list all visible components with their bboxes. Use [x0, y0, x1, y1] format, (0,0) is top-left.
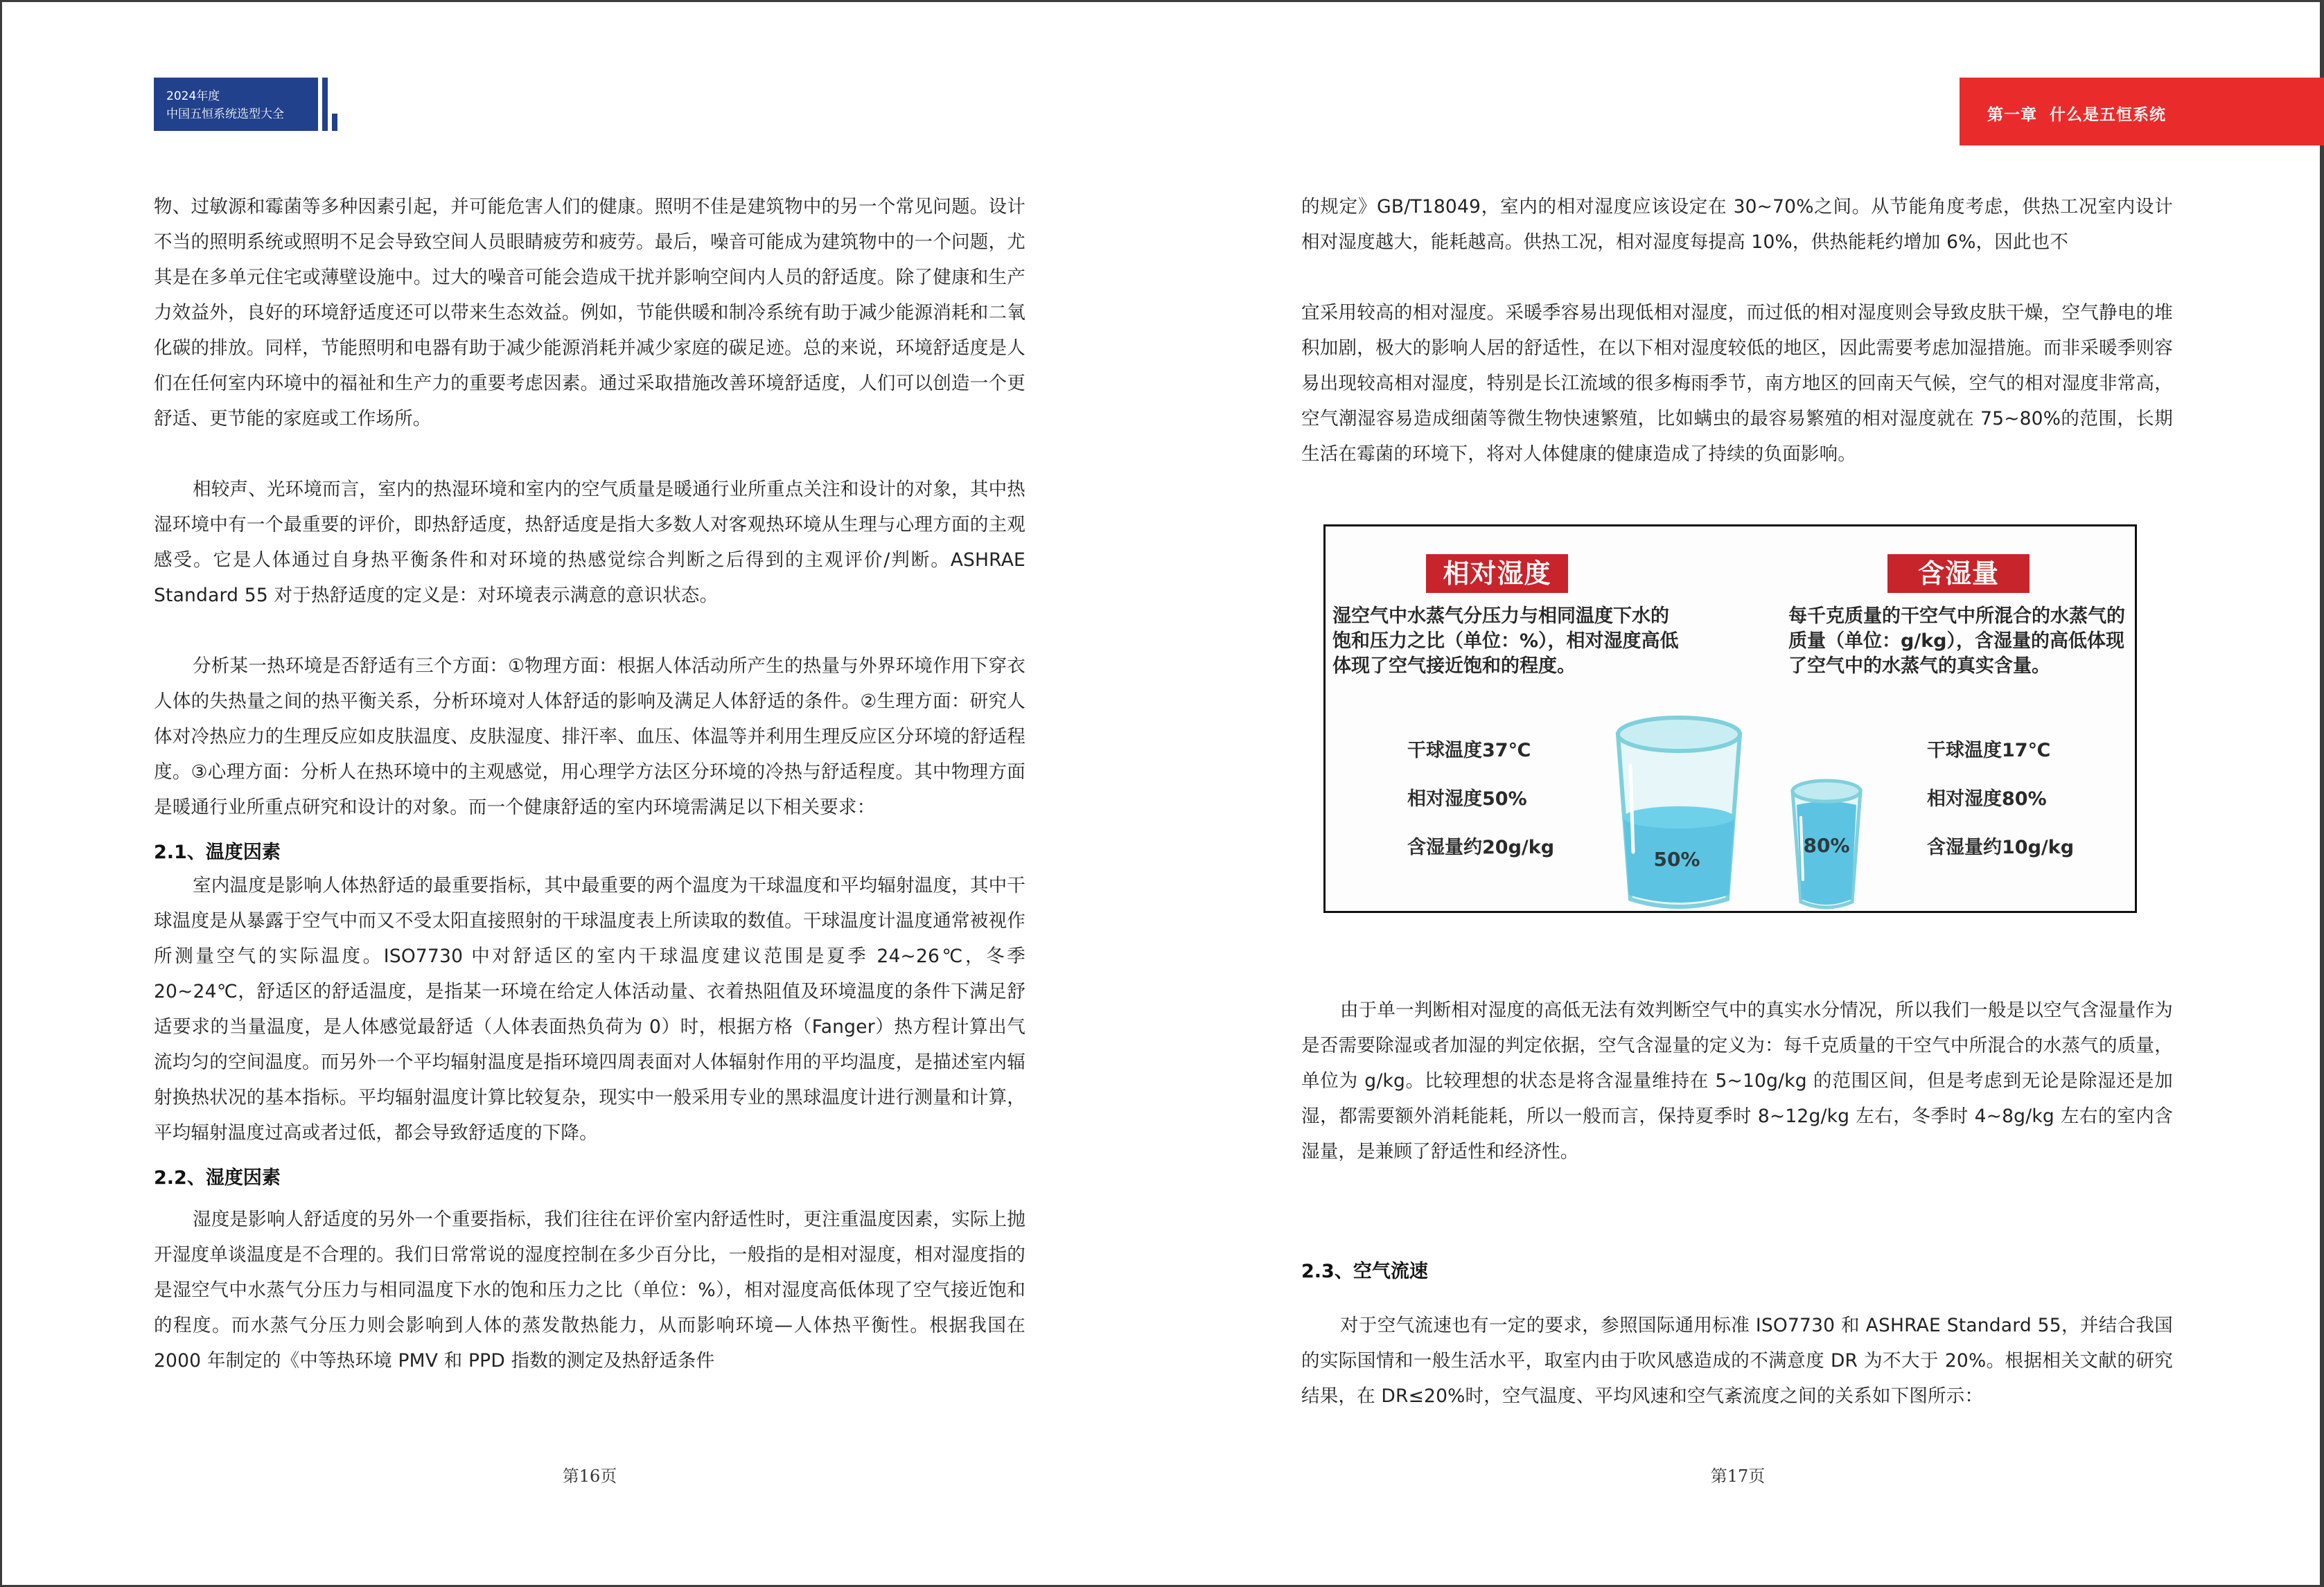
- large-glass-label: 50%: [1653, 848, 1700, 871]
- brand-decor-bar-short: [332, 114, 337, 131]
- section-heading-2-3: 2.3、空气流速: [1301, 1261, 1428, 1282]
- section-heading-2-1: 2.1、温度因素: [154, 842, 281, 863]
- paragraph: 湿度是影响人舒适度的另外一个重要指标，我们往往在评价室内舒适性时，更注重温度因素，实际上抛开湿度单谈温度是不合理的。我们日常常说的湿度控制在多少百分比，一般指的是相对湿度，相对湿度指的是湿空气中水蒸气分压力与相同温度下水的饱和压力之比（单位：%），相对湿度高低体现了空气接近饱和的程度。而水蒸气分压力则会影响到人体的蒸发散热能力，从而影响环境—人体热平衡性。根据我国在 2000 年制定的《中等热环境 PMV 和 PPD 指数的测定及热舒适条件: [154, 1209, 1025, 1372]
- left-dry-bulb-temp: 干球温度37℃: [1407, 740, 1531, 761]
- chapter-tab: [1960, 78, 2324, 145]
- paragraph: 室内温度是影响人体热舒适的最重要指标，其中最重要的两个温度为干球温度和平均辐射温度，其中干球温度是从暴露于空气中而又不受太阳直接照射的干球温度表上所读取的数值。干球温度计温度通常被视作所测量空气的实际温度。ISO7730 中对舒适区的室内干球温度建议范围是夏季 24~26℃，冬季 20~24℃，舒适区的舒适温度，是指某一环境在给定人体活动量、衣着热阻值及环境温度的条件下满足舒适要求的当量温度，是人体感觉最舒适（人体表面热负荷为 0）时，根据方格（Fanger）热方程计算出气流均匀的空间温度。而另外一个平均辐射温度是指环境四周表面对人体辐射作用的平均温度，是描述室内辐射换热状况的基本指标。平均辐射温度计算比较复杂，现实中一般采用专业的黑球温度计进行测量和计算，平均辐射温度过高或者过低，都会导致舒适度的下降。: [154, 875, 1025, 1144]
- badge-relative-humidity: 相对湿度: [1426, 554, 1568, 593]
- right-relative-humidity: 相对湿度80%: [1927, 788, 2047, 810]
- page-number-left: 第16页: [562, 1466, 617, 1486]
- relative-humidity-definition: 湿空气中水蒸气分压力与相同温度下水的饱和压力之比（单位：%），相对湿度高低体现了空气接近饱和的程度。: [1332, 605, 1679, 677]
- page-number-right: 第17页: [1710, 1466, 1766, 1486]
- section-heading-2-2: 2.2、湿度因素: [154, 1167, 281, 1189]
- paragraph: 物、过敏源和霉菌等多种因素引起，并可能危害人们的健康。照明不佳是建筑物中的另一个常见问题。设计不当的照明系统或照明不足会导致空间人员眼睛疲劳和疲劳。最后，噪音可能成为建筑物中的一个问题，尤其是在多单元住宅或薄壁设施中。过大的噪音可能会造成干扰并影响空间内人员的舒适度。除了健康和生产力效益外，良好的环境舒适度还可以带来生态效益。例如，节能供暖和制冷系统有助于减少能源消耗和二氧化碳的排放。同样，节能照明和电器有助于减少能源消耗并减少家庭的碳足迹。总的来说，环境舒适度是人们在任何室内环境中的福祉和生产力的重要考虑因素。通过采取措施改善环境舒适度，人们可以创造一个更舒适、更节能的家庭或工作场所。: [154, 196, 1025, 429]
- large-glass-icon: [1610, 713, 1748, 913]
- left-moisture-content: 含湿量约20g/kg: [1407, 837, 1555, 858]
- brand-title: 中国五恒系统选型大全: [166, 107, 284, 121]
- brand-year: 2024年度: [166, 89, 220, 103]
- right-dry-bulb-temp: 干球温度17℃: [1927, 740, 2051, 761]
- humidity-figure: [1323, 524, 2137, 913]
- left-page: [154, 189, 1025, 1378]
- badge-moisture-content: 含湿量: [1887, 554, 2030, 593]
- paragraph: 对于空气流速也有一定的要求，参照国际通用标准 ISO7730 和 ASHRAE Standard 55，并结合我国的实际国情和一般生活水平，取室内由于吹风感造成的不满意度 DR 为不大于 20%。根据相关文献的研究结果，在 DR≤20%时，空气温度、平均风速和空气紊流度之间的关系如下图所示：: [1301, 1315, 2173, 1407]
- chapter-label: 第一章: [1987, 106, 2037, 124]
- right-moisture-content: 含湿量约10g/kg: [1927, 837, 2075, 858]
- chapter-title: 什么是五恒系统: [2050, 106, 2166, 124]
- paragraph: 相较声、光环境而言，室内的热湿环境和室内的空气质量是暖通行业所重点关注和设计的对象，其中热湿环境中有一个最重要的评价，即热舒适度，热舒适度是指大多数人对客观热环境从生理与心理方面的主观感受。它是人体通过自身热平衡条件和对环境的热感觉综合判断之后得到的主观评价/判断。ASHRAE Standard 55 对于热舒适度的定义是：对环境表示满意的意识状态。: [154, 479, 1025, 606]
- paragraph: 的规定》GB/T18049，室内的相对湿度应该设定在 30~70%之间。从节能角度考虑，供热工况室内设计相对湿度越大，能耗越高。供热工况，相对湿度每提高 10%，供热能耗约增加 6%，因此也不: [1301, 196, 2173, 253]
- small-glass-label: 80%: [1803, 834, 1850, 857]
- paragraph: 宜采用较高的相对湿度。采暖季容易出现低相对湿度，而过低的相对湿度则会导致皮肤干燥，空气静电的堆积加剧，极大的影响人居的舒适性，在以下相对湿度较低的地区，因此需要考虑加湿措施。而非采暖季则容易出现较高相对湿度，特别是长江流域的很多梅雨季节，南方地区的回南天气候，空气的相对湿度非常高，空气潮湿容易造成细菌等微生物快速繁殖，比如螨虫的最容易繁殖的相对湿度就在 75~80%的范围，长期生活在霉菌的环境下，将对人体健康的健康造成了持续的负面影响。: [1301, 302, 2173, 465]
- right-page: [1301, 189, 2173, 472]
- brand-decor-bar: [322, 78, 328, 131]
- paragraph: 由于单一判断相对湿度的高低无法有效判断空气中的真实水分情况，所以我们一般是以空气含湿量作为是否需要除湿或者加湿的判定依据，空气含湿量的定义为：每千克质量的干空气中所混合的水蒸气的质量，单位为 g/kg。比较理想的状态是将含湿量维持在 5~10g/kg 的范围区间，但是考虑到无论是除湿还是加湿，都需要额外消耗能耗，所以一般而言，保持夏季时 8~12g/kg 左右，冬季时 4~8g/kg 左右的室内含湿量，是兼顾了舒适性和经济性。: [1301, 1000, 2173, 1162]
- right-page-lower: [1301, 993, 2173, 1414]
- paragraph: 分析某一热环境是否舒适有三个方面：①物理方面：根据人体活动所产生的热量与外界环境作用下穿衣人体的失热量之间的热平衡关系，分析环境对人体舒适的影响及满足人体舒适的条件。②生理方面：研究人体对冷热应力的生理反应如皮肤温度、皮肤湿度、排汗率、血压、体温等并利用生理反应区分环境的舒适程度。③心理方面：分析人在热环境中的主观感觉，用心理学方法区分环境的冷热与舒适程度。其中物理方面是暖通行业所重点研究和设计的对象。而一个健康舒适的室内环境需满足以下相关要求：: [154, 655, 1025, 818]
- moisture-content-definition: 每千克质量的干空气中所混合的水蒸气的质量（单位：g/kg），含湿量的高低体现了空气中的水蒸气的真实含量。: [1788, 605, 2125, 677]
- brand-block: [154, 78, 318, 131]
- left-relative-humidity: 相对湿度50%: [1407, 788, 1527, 810]
